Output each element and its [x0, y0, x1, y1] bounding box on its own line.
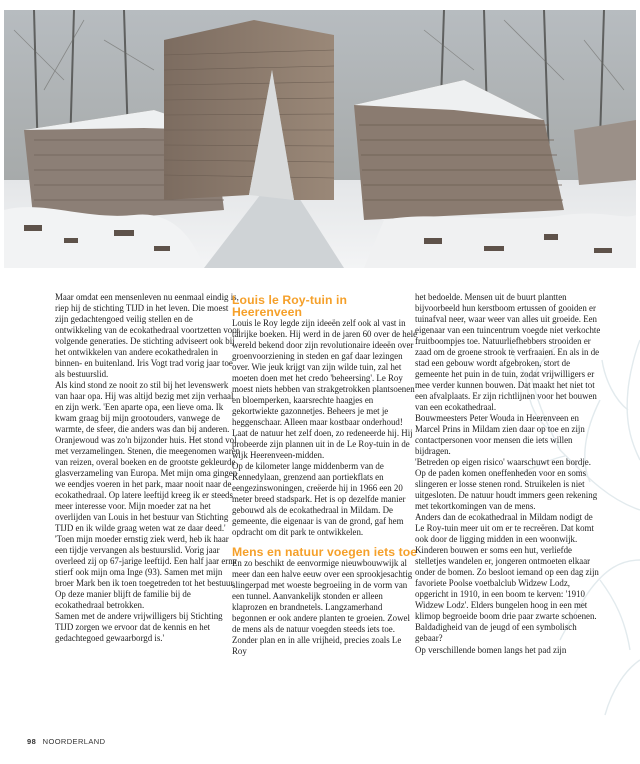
article-column-2: [232, 294, 418, 657]
section-heading: Louis le Roy-tuin in Heerenveen: [232, 293, 348, 319]
page-footer: [27, 737, 105, 746]
article-column-3: [415, 292, 601, 656]
section-heading: Mens en natuur voegen iets toe: [232, 545, 418, 560]
paragraph: Louis le Roy legde zijn ideeën zelf ook al vast in talrijke boeken. Hij werd in de jaren 60 over de hele wereld bekend door zijn revolutionaire ideeën over groenvoorziening in steden en gaf daar lezingen over. Wie jeuk krijgt van zijn wilde tuin, zal het moeten doen met het credo 'beheersing'. Le Roy moest niets hebben van strakgetrokken plantsoenen en bloemperken, kaarsrechte haagjes en gekortwiekte gazonnetjes. Beheers je met je heggenschaar. Alleen maar kostbaar onderhoud! Laat de natuur het zelf doen, zo redeneerde hij. Hij probeerde zijn plannen uit in de Le Roy-tuin in de wijk Heerenveen-midden.: [232, 318, 418, 461]
paragraph: Anders dan de ecokathedraal in Mildam nodigt de Le Roy-tuin meer uit om er te recreëren. Dat komt ook door de ligging midden in een woonwijk. Kinderen bouwen er soms een hut, verliefde stelletjes wandelen er, jongeren ontmoeten elkaar onder de bomen. Zo besloot iemand op een dag zijn favoriete Poolse voetbalclub Widzew Lodz, opgericht in 1910, in een boom te kerven: '1910 Widzew Lodz'. Elders bungelen hoog in een met klimop begroeide boom drie paar zwarte schoenen. Baldadigheid van de jeugd of een symbolisch gebaar?: [415, 512, 599, 644]
paragraph: Maar omdat een mensenleven nu eenmaal eindig is, riep hij de stichting TIJD in het leven. Die moest zijn gedachtengoed veilig stellen en de ontwikkeling van de ecokathedraal voortzetten voor volgende generaties. De stichting adviseert ook bij het ontwikkelen van andere ecokathedralen in binnen- en buitenland. Iris Vogt trad vorig jaar toe als bestuurslid.: [55, 292, 240, 380]
paragraph: het bedoelde. Mensen uit de buurt plantten bijvoorbeeld hun kerstboom ertussen of gooiden er tuinafval neer, waar weer van alles uit groeide. Een eigenaar van een tuincentrum voegde niet verkochte fruitboompjes toe. Natuurliefhebbers strooiden er zaad om de groene strook te verfraaien. En als in de stad een gebouw wordt afgebroken, stort de gemeente het puin in de tuin, zodat vrijwilligers er mee verder kunnen bouwen. Dat maakt het niet tot een afvalplaats. Er zijn richtlijnen voor het bouwen van een ecokathedraal.: [415, 292, 601, 413]
ecokathedraal-photo: [4, 10, 636, 268]
paragraph: Bouwmeesters Peter Wouda in Heerenveen en Marcel Prins in Mildam zien daar op toe en zijn contactpersonen voor mensen die iets willen bijdragen.: [415, 413, 585, 457]
paragraph: Op verschillende bomen langs het pad zijn: [415, 644, 567, 655]
paragraph: Als kind stond ze nooit zo stil bij het levenswerk van haar opa. Hij was altijd bezig met zijn verhaal en zijn werk. 'Een aparte opa, een lieve oma. Ik kwam graag bij mijn grootouders, vanwege de warmte, de sfeer, die anders was dan bij anderen. Oranjewoud was zo'n bijzonder huis. Het stond vol met verzamelingen. Stenen, die meegenomen waren van reizen, overal boeken en de grootste gekleurde glasverzameling van Europa. Met mijn oma gingen we eendjes voeren in het park, maar nooit naar de ecokathedraal. Op latere leeftijd kreeg ik er steeds meer interesse voor. Mijn moeder zat na het overlijden van Louis in het bestuur van Stichting TIJD en ik wilde graag weten wat ze daar deed.': [55, 380, 241, 534]
page-number: 98: [27, 737, 37, 746]
magazine-name: NOORDERLAND: [42, 737, 106, 746]
article-column-1: [55, 292, 241, 645]
paragraph: 'Toen mijn moeder ernstig ziek werd, heb ik haar een tijdje vervangen als bestuurslid. Vorig jaar overleed zij op 67-jarige leeftijd. Een half jaar erna stierf ook mijn oma Inge (93). Samen met mijn broer Mark ben ik toen toegetreden tot het bestuur. Op deze manier blijft de familie bij de ecokathedraal betrokken.: [55, 534, 237, 611]
paragraph: 'Betreden op eigen risico' waarschuwt een bordje. Op de paden komen oneffenheden voor en soms slingeren er losse stenen rond. Struikelen is niet uitgesloten. De natuur houdt immers geen rekening met tekortkomingen van de mens.: [415, 457, 598, 512]
paragraph: Op de kilometer lange middenberm van de Kennedylaan, grenzend aan portiekflats en eengezinswoningen, creëerde hij in 1966 een 20 meter breed stadspark. Het is op dezelfde manier gebouwd als de ecokathedraal in Mildam. De gemeente, die eigenaar is van de grond, gaf hem opdracht om dit park te ontwikkelen.: [232, 461, 406, 538]
paragraph: En zo beschikt de eenvormige nieuwbouwwijk al meer dan een halve eeuw over een sprookjesachtig slingerpad met woeste begroeiing in de vorm van een tunnel. Aanvankelijk stonden er alleen klaprozen en brandnetels. Langzamerhand begonnen er ook andere planten te groeien. Zowel de mens als de natuur voegden steeds iets toe. Zonder plan en in alle vrijheid, precies zoals Le Roy: [232, 558, 413, 657]
paragraph: Samen met de andere vrijwilligers bij Stichting TIJD zorgen we ervoor dat de kennis en het gedachtegoed gewaarborgd is.': [55, 611, 223, 644]
